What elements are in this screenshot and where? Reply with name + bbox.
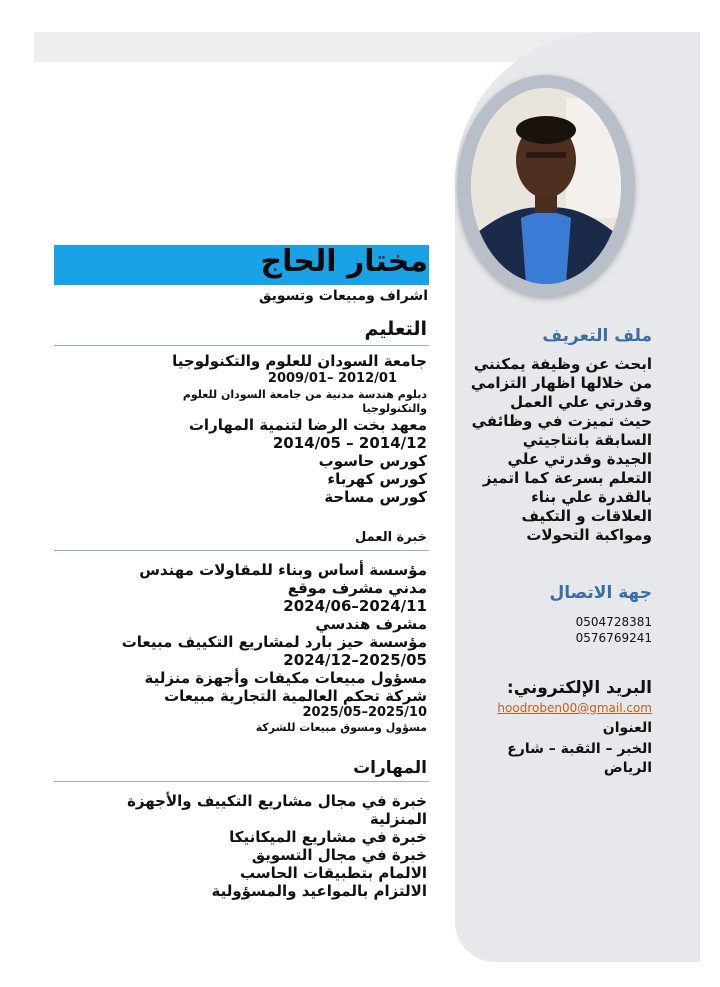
email-link[interactable]: hoodroben00@gmail.com [497,701,652,715]
phone-number[interactable]: 0576769241 [575,631,652,645]
experience-heading: خبرة العمل [355,530,427,545]
address-line: الخبر – الثقبة – شارع [507,741,652,757]
skills-heading: المهارات [353,758,427,778]
skills-rule [54,781,429,782]
skill-line: خبرة في مشاريع الميكانيكا [229,828,427,846]
skill-line: خبرة في مجال التسويق [251,846,427,864]
phone-number[interactable]: 0504728381 [575,615,652,629]
skill-line: الالتزام بالمواعيد والمسؤولية [211,882,427,900]
profile-text [462,355,652,545]
experience-line: 2025/10–2025/05 [302,705,427,720]
experience-line: مدني مشرف موقع [287,579,427,597]
education-line: كورس حاسوب [318,452,427,470]
education-line: دبلوم هندسة مدنية من جامعة السودان للعلوم [182,388,427,401]
profile-line: وقدرتي علي العمل [510,393,652,411]
profile-line: من خلالها اظهار التزامي [470,374,652,392]
candidate-name: مختار الحاج [260,244,428,279]
profile-line: العلاقات و التكيف [521,507,652,525]
education-line: جامعة السودان للعلوم والتكنولوجيا [172,352,427,370]
experience-line: مسؤول مبيعات مكيفات وأجهزة منزلية [144,669,427,687]
skill-line: الالمام بتطبيقات الحاسب [239,864,427,882]
education-rule [54,345,429,346]
address-heading: العنوان [602,720,652,736]
profile-line: بالقدرة علي بناء [531,488,652,506]
experience-line: شركة تحكم العالمية التجارية مبيعات [164,687,427,705]
experience-rule [54,550,429,551]
experience-line: 2025/05–2024/12 [283,651,427,669]
profile-line: حيث تميزت في وظائفي [471,412,652,430]
education-line: والتكنولوجيا [362,402,427,415]
experience-line: مؤسسة أساس وبناء للمقاولات مهندس [139,561,427,579]
address-text [462,740,652,778]
experience-line: 2024/11–2024/06 [283,597,427,615]
experience-line: مسؤول ومسوق مبيعات للشركة [255,721,427,734]
profile-heading: ملف التعريف [542,326,652,346]
profile-line: السابقة بانتاجيتي [522,431,652,449]
profile-line: ابحث عن وظيفة يمكنني [473,355,652,373]
profile-photo [471,88,621,284]
experience-line: مشرف هندسي [315,615,427,633]
experience-line: مؤسسة حيز بارد لمشاريع التكييف مبيعات [121,633,427,651]
education-line: معهد بخت الرضا لتنمية المهارات [188,416,427,434]
education-section [87,352,427,506]
education-line: كورس كهرباء [327,470,427,488]
education-line: 2012/01 –2009/01 [267,371,397,386]
profile-line: الجيدة وقدرتي علي [507,450,652,468]
education-line: 2014/12 – 2014/05 [272,434,427,452]
email-heading: البريد الإلكتروني: [506,678,652,698]
profile-line: ومواكبة التحولات [526,526,652,544]
address-line: الرياض [603,760,652,776]
candidate-subtitle: اشراف ومبيعات وتسويق [259,288,428,304]
experience-section [87,561,427,735]
phone-list [462,614,652,646]
profile-line: التعلم بسرعة كما اتميز [482,469,652,487]
skill-line: خبرة في مجال مشاريع التكييف والأجهزة [127,792,427,810]
education-line: كورس مساحة [324,488,427,506]
skill-line: المنزلية [369,810,427,828]
contact-heading: جهة الاتصال [549,583,652,603]
education-heading: التعليم [364,318,427,340]
skills-section [87,792,427,900]
